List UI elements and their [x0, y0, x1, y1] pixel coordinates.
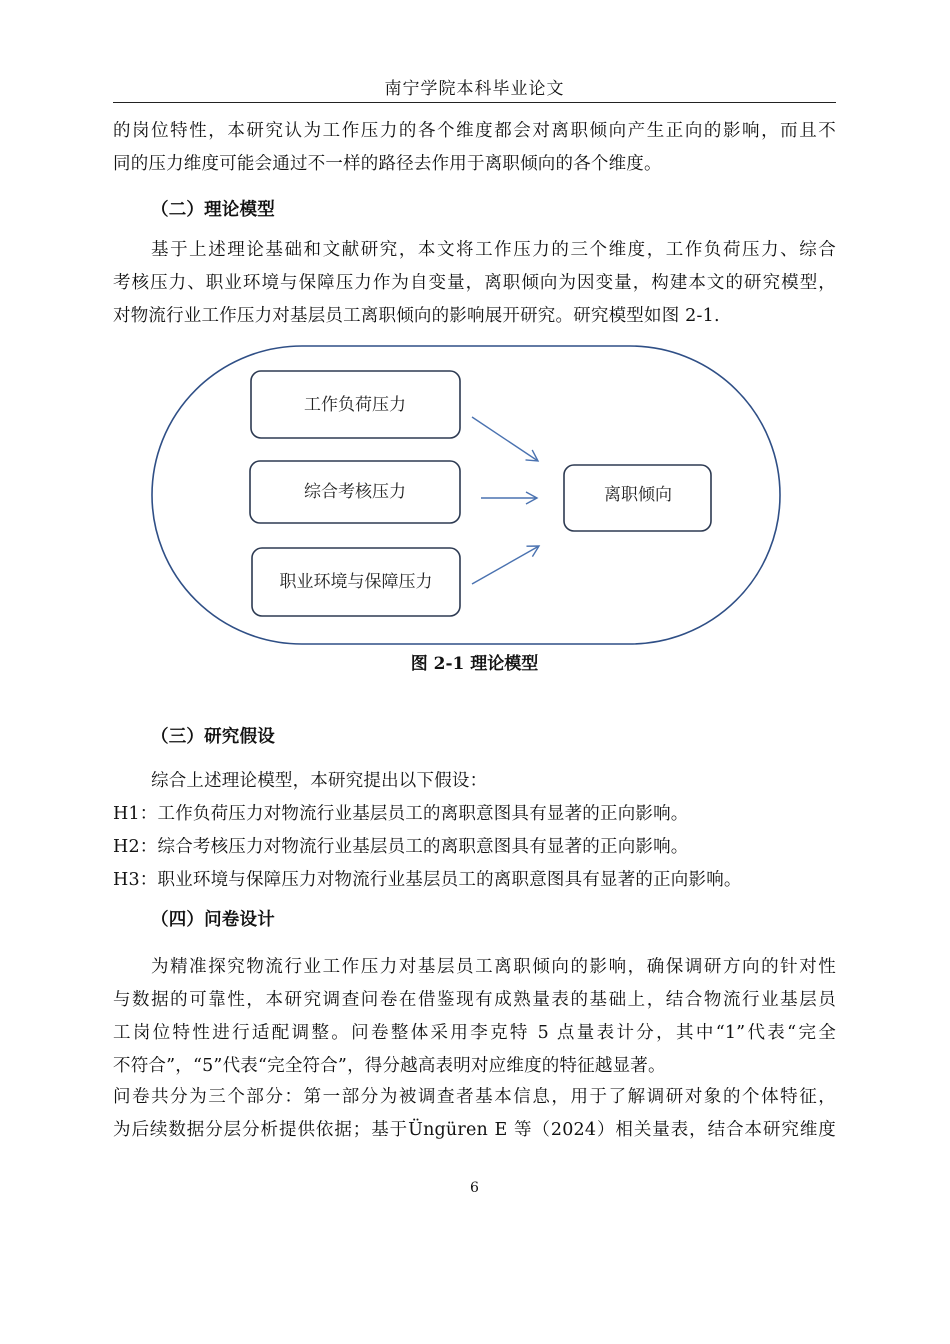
section-heading-theory-model: （二）理论模型 — [151, 200, 275, 220]
hypothesis-h1: H1：工作负荷压力对物流行业基层员工的离职意图具有显著的正向影响。 — [113, 804, 689, 824]
node-label-environment: 职业环境与保障压力 — [279, 572, 433, 592]
figure-caption: 图 2-1 理论模型 — [410, 654, 539, 674]
paragraph-line: 不符合”，“5”代表“完全符合”，得分越高表明对应维度的特征越显著。 — [113, 1056, 666, 1076]
paragraph-line: 为后续数据分层分析提供依据；基于Üngüren E 等（2024）相关量表，结合本研究维度 — [113, 1120, 836, 1140]
node-label-workload: 工作负荷压力 — [304, 395, 406, 415]
arrow-workload-to-turnover — [472, 417, 538, 461]
header-rule — [113, 102, 836, 103]
paragraph-line: 同的压力维度可能会通过不一样的路径去作用于离职倾向的各个维度。 — [113, 154, 662, 174]
section-heading-hypotheses: （三）研究假设 — [151, 727, 275, 747]
paragraph-line: 与数据的可靠性，本研究调查问卷在借鉴现有成熟量表的基础上，结合物流行业基层员 — [113, 990, 836, 1010]
hypothesis-h3: H3：职业环境与保障压力对物流行业基层员工的离职意图具有显著的正向影响。 — [113, 870, 742, 890]
paragraph-line: 考核压力、职业环境与保障压力作为自变量，离职倾向为因变量，构建本文的研究模型， — [113, 273, 836, 293]
theory-model-diagram — [150, 344, 782, 646]
paragraph-line: 为精准探究物流行业工作压力对基层员工离职倾向的影响，确保调研方向的针对性 — [151, 957, 836, 977]
paragraph-line: 对物流行业工作压力对基层员工离职倾向的影响展开研究。研究模型如图 2-1. — [113, 306, 720, 326]
paragraph-line: 基于上述理论基础和文献研究，本文将工作压力的三个维度，工作负荷压力、综合 — [151, 240, 836, 260]
node-label-turnover: 离职倾向 — [604, 485, 672, 505]
hypothesis-h2: H2：综合考核压力对物流行业基层员工的离职意图具有显著的正向影响。 — [113, 837, 689, 857]
paragraph-line: 综合上述理论模型，本研究提出以下假设： — [151, 771, 488, 791]
section-heading-questionnaire: （四）问卷设计 — [151, 910, 275, 930]
paragraph-line: 工岗位特性进行适配调整。问卷整体采用李克特 5 点量表计分，其中“1”代表“完全 — [113, 1023, 836, 1043]
arrow-environment-to-turnover — [472, 546, 539, 584]
page-number: 6 — [470, 1180, 479, 1196]
node-label-assessment: 综合考核压力 — [304, 482, 406, 502]
running-header: 南宁学院本科毕业论文 — [384, 79, 565, 99]
paragraph-line: 问卷共分为三个部分：第一部分为被调查者基本信息，用于了解调研对象的个体特征， — [113, 1087, 836, 1107]
paragraph-line: 的岗位特性，本研究认为工作压力的各个维度都会对离职倾向产生正向的影响，而且不 — [113, 121, 836, 141]
